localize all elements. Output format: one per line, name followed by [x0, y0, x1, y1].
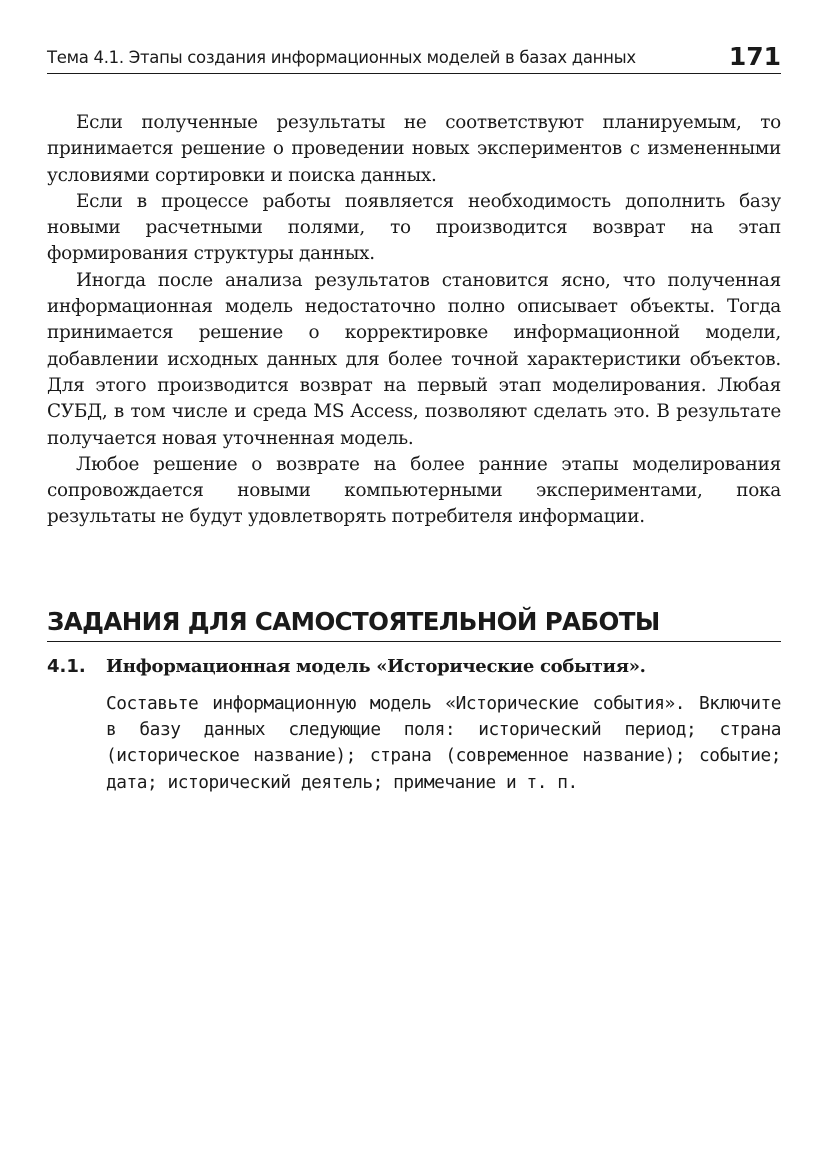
paragraph-3: Иногда после анализа результатов становится ясно, что полученная информационная модель недостаточно полно описывает объекты. Тогда принимается решение о корректировке информационной модели, добавлении исходных данных для более точной характеристики объектов. Для этого производится возврат на первый этап моделирования. Любая СУБД, в том числе и среда MS Access, позволяют сделать это. В результате получается новая уточненная модель. — [47, 269, 781, 449]
task-title: Информационная модель «Исторические события». — [106, 656, 646, 677]
paragraph-1: Если полученные результаты не соответствуют планируемым, то принимается решение о проведении новых экспериментов с измененными условиями сортировки и поиска данных. — [47, 112, 781, 186]
task-number: 4.1. — [47, 656, 86, 677]
task-body — [106, 691, 781, 796]
section-heading: ЗАДАНИЯ ДЛЯ САМОСТОЯТЕЛЬНОЙ РАБОТЫ — [47, 607, 660, 636]
section-rule — [47, 641, 781, 642]
paragraph-4: Любое решение о возврате на более ранние этапы моделирования сопровождается новыми компьютерными экспериментами, пока результаты не будут удовлетворять потребителя информации. — [47, 453, 781, 528]
paragraph-2: Если в процессе работы появляется необходимость дополнить базу новыми расчетными полями, то производится возврат на этап формирования структуры данных. — [47, 190, 781, 265]
task-description: Составьте информационную модель «Исторические события». Включите в базу данных следующие поля: исторический период; страна (историческое название); страна (современное название); событие; дата; исторический деятель; примечание и т. п. — [106, 693, 781, 793]
task-header — [47, 654, 781, 682]
running-header — [47, 42, 781, 72]
page-number: 171 — [728, 42, 781, 71]
header-rule — [47, 73, 781, 74]
body-text — [47, 110, 781, 531]
running-title: Тема 4.1. Этапы создания информационных моделей в базах данных — [47, 48, 636, 67]
